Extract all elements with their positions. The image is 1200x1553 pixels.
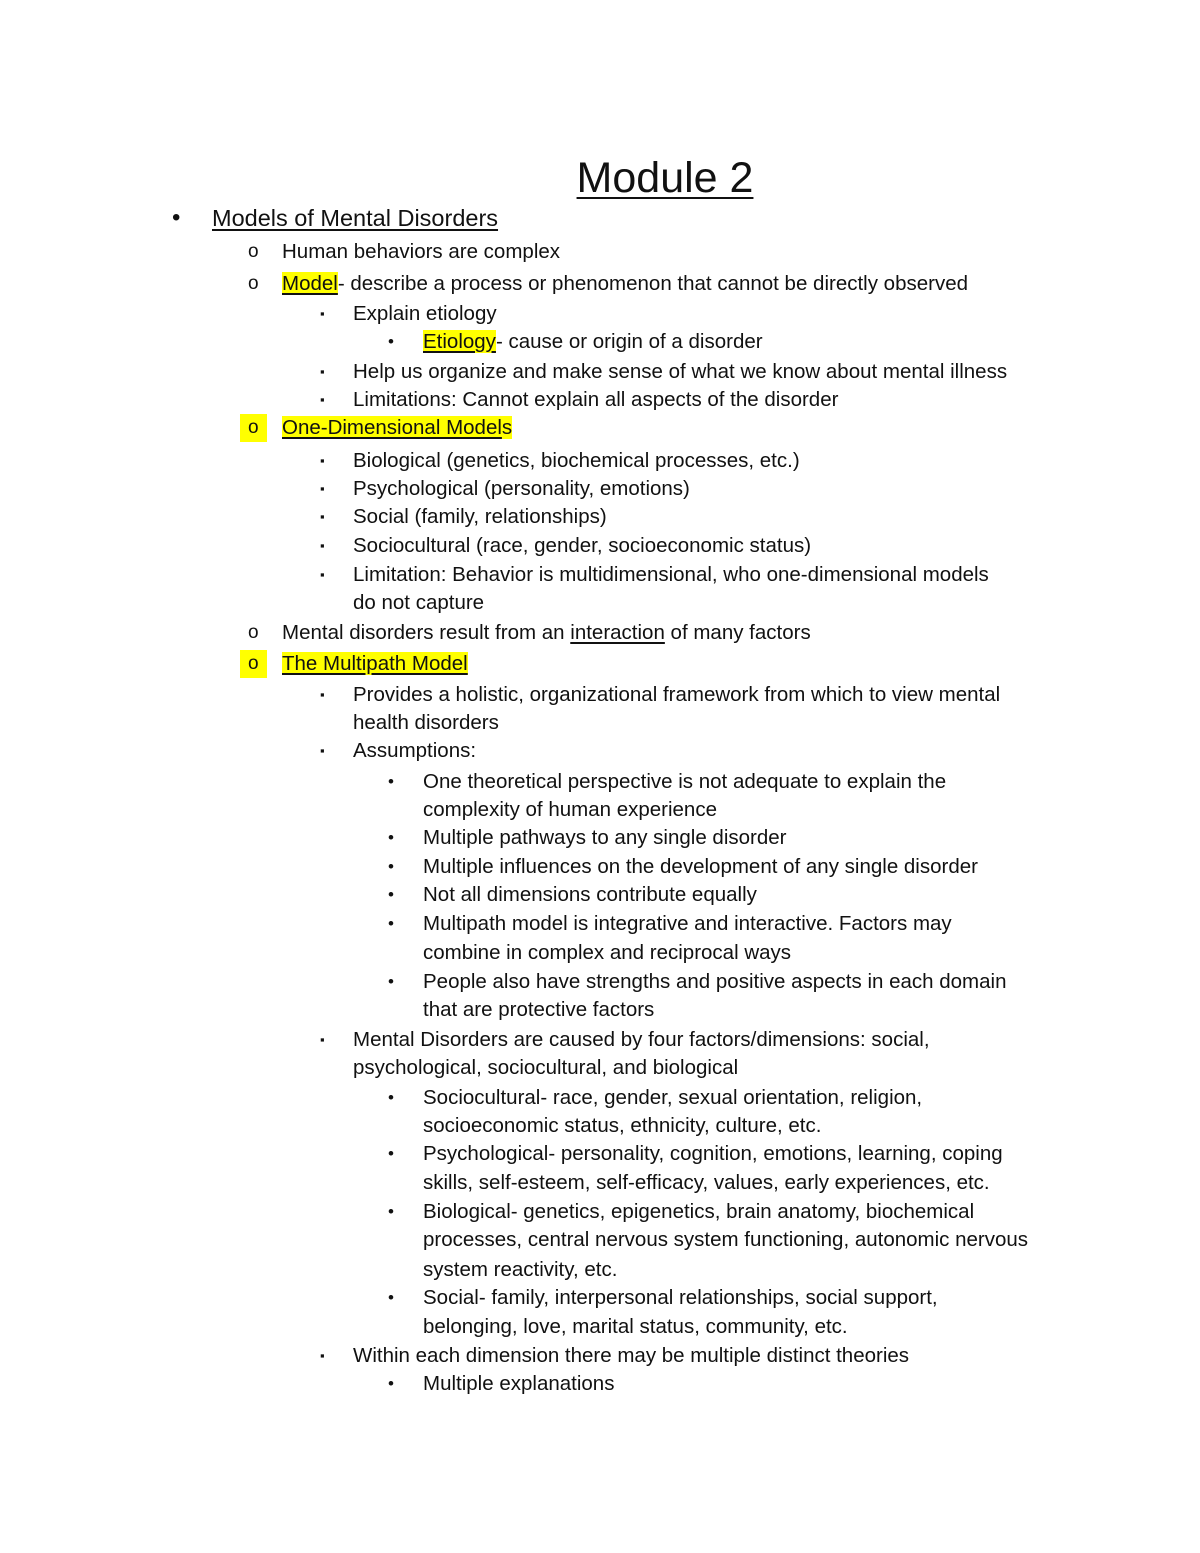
list-item — [423, 1198, 974, 1226]
list-item-continuation — [423, 1256, 617, 1284]
highlighted-term: s — [501, 416, 513, 439]
highlighted-term: One-Dimensional Model — [282, 416, 502, 439]
list-item-continuation — [353, 709, 499, 737]
list-item — [423, 328, 763, 356]
list-item-text: Biological (genetics, biochemical processes, etc.) — [353, 449, 800, 472]
list-item-text: of many factors — [664, 621, 811, 644]
list-item-text: Multiple explanations — [423, 1372, 615, 1395]
list-item-text: - describe a process or phenomenon that cannot be directly observed — [337, 272, 969, 295]
list-item — [353, 561, 989, 589]
circle-bullet-icon: o — [240, 650, 267, 678]
list-item — [353, 532, 811, 560]
list-item-continuation — [353, 589, 484, 617]
list-item-text: interaction — [570, 621, 665, 644]
bullet-icon: • — [388, 1088, 394, 1107]
list-item — [423, 1284, 938, 1312]
list-item-text: Sociocultural- race, gender, sexual orientation, religion, — [423, 1086, 923, 1109]
list-item-text: combine in complex and reciprocal ways — [423, 941, 792, 964]
list-item-text: belonging, love, marital status, community, etc. — [423, 1315, 848, 1338]
list-item — [353, 300, 497, 328]
list-item-continuation — [423, 1169, 990, 1197]
list-item-text: People also have strengths and positive aspects in each domain — [423, 970, 1007, 993]
list-item — [353, 681, 1000, 709]
bullet-icon: • — [388, 1288, 394, 1307]
square-bullet-icon: ▪ — [320, 509, 325, 524]
bullet-icon: • — [388, 332, 394, 351]
bullet-icon: • — [388, 772, 394, 791]
list-item-text: Psychological (personality, emotions) — [353, 477, 690, 500]
list-item-text: Provides a holistic, organizational framework from which to view mental — [353, 683, 1001, 706]
square-bullet-icon: ▪ — [320, 1348, 325, 1363]
list-item — [423, 1140, 1003, 1168]
square-bullet-icon: ▪ — [320, 687, 325, 702]
list-item-text: Help us organize and make sense of what we know about mental illness — [353, 360, 1008, 383]
square-bullet-icon: ▪ — [320, 538, 325, 553]
list-item — [423, 910, 952, 938]
list-item-text: - cause or origin of a disorder — [495, 330, 763, 353]
list-item-text: Assumptions: — [353, 739, 477, 762]
list-item-text: Multiple influences on the development of any single disorder — [423, 855, 978, 878]
list-item-text: do not capture — [353, 591, 485, 614]
list-item-continuation — [423, 1226, 1028, 1254]
list-item-continuation — [423, 996, 654, 1024]
square-bullet-icon: ▪ — [320, 567, 325, 582]
highlighted-term: Etiology — [423, 330, 496, 353]
list-item-text: Psychological- personality, cognition, emotions, learning, coping — [423, 1142, 1003, 1165]
list-item-text: One theoretical perspective is not adequate to explain the — [423, 770, 947, 793]
list-item — [423, 881, 757, 909]
list-item-continuation — [353, 1054, 738, 1082]
list-item-text: Biological- genetics, epigenetics, brain anatomy, biochemical — [423, 1200, 975, 1223]
circle-bullet-icon: o — [240, 414, 267, 442]
list-item-text: Limitation: Behavior is multidimensional, who one-dimensional models — [353, 563, 989, 586]
list-item — [423, 968, 1006, 996]
list-item — [423, 768, 946, 796]
bullet-icon: • — [388, 885, 394, 904]
list-item-text: complexity of human experience — [423, 798, 717, 821]
list-item-continuation — [423, 796, 717, 824]
list-item-text: Mental disorders result from an — [282, 621, 571, 644]
list-item — [353, 358, 1007, 386]
bullet-icon: • — [388, 828, 394, 847]
list-item-continuation — [423, 939, 791, 967]
square-bullet-icon: ▪ — [320, 364, 325, 379]
bullet-icon: • — [388, 1202, 394, 1221]
list-item-continuation — [423, 1313, 848, 1341]
square-bullet-icon: ▪ — [320, 453, 325, 468]
list-item-text: psychological, sociocultural, and biological — [353, 1056, 739, 1079]
list-item — [423, 1370, 614, 1398]
square-bullet-icon: ▪ — [320, 1032, 325, 1047]
square-bullet-icon: ▪ — [320, 481, 325, 496]
list-item-text: processes, central nervous system functioning, autonomic nervous — [423, 1228, 1029, 1251]
list-item — [353, 386, 838, 414]
list-item-text: that are protective factors — [423, 998, 655, 1021]
list-item — [282, 414, 512, 442]
list-item — [353, 503, 607, 531]
list-item — [423, 1084, 922, 1112]
list-item-text: Within each dimension there may be multiple distinct theories — [353, 1344, 910, 1367]
list-item-text: Multipath model is integrative and interactive. Factors may — [423, 912, 952, 935]
circle-bullet-icon: o — [248, 241, 259, 262]
page-title: Module 2 — [576, 154, 754, 202]
square-bullet-icon: ▪ — [320, 306, 325, 321]
list-item — [282, 238, 560, 266]
list-item-continuation — [423, 1112, 821, 1140]
list-item-text: health disorders — [353, 711, 499, 734]
list-item-text: Explain etiology — [353, 302, 497, 325]
list-item — [353, 737, 476, 765]
list-item-text: Sociocultural (race, gender, socioeconomic status) — [353, 534, 812, 557]
list-item-text: Social- family, interpersonal relationships, social support, — [423, 1286, 938, 1309]
list-item-text: socioeconomic status, ethnicity, culture, etc. — [423, 1114, 822, 1137]
list-item — [353, 447, 800, 475]
circle-bullet-icon: o — [248, 273, 259, 294]
list-item — [423, 824, 787, 852]
list-item — [282, 619, 811, 647]
list-item — [212, 204, 498, 232]
bullet-icon: • — [172, 204, 181, 231]
bullet-icon: • — [388, 1144, 394, 1163]
circle-bullet-icon: o — [248, 622, 259, 643]
list-item-text: Models of Mental Disorders — [212, 205, 499, 231]
bullet-icon: • — [388, 972, 394, 991]
bullet-icon: • — [388, 857, 394, 876]
list-item-text: system reactivity, etc. — [423, 1258, 618, 1281]
list-item-text: Multiple pathways to any single disorder — [423, 826, 787, 849]
highlighted-term: The Multipath Model — [282, 652, 468, 675]
list-item — [282, 270, 968, 298]
list-item-text: Social (family, relationships) — [353, 505, 607, 528]
list-item — [353, 1026, 930, 1054]
list-item — [353, 1342, 909, 1370]
square-bullet-icon: ▪ — [320, 392, 325, 407]
bullet-icon: • — [388, 914, 394, 933]
list-item-text: Human behaviors are complex — [282, 240, 561, 263]
list-item-text: skills, self-esteem, self-efficacy, values, early experiences, etc. — [423, 1171, 990, 1194]
list-item-text: Limitations: Cannot explain all aspects of the disorder — [353, 388, 839, 411]
bullet-icon: • — [388, 1374, 394, 1393]
list-item-text: Mental Disorders are caused by four factors/dimensions: social, — [353, 1028, 930, 1051]
square-bullet-icon: ▪ — [320, 743, 325, 758]
list-item-text: Not all dimensions contribute equally — [423, 883, 757, 906]
highlighted-term: Model — [282, 272, 338, 295]
list-item — [282, 650, 468, 678]
list-item — [423, 853, 978, 881]
list-item — [353, 475, 690, 503]
